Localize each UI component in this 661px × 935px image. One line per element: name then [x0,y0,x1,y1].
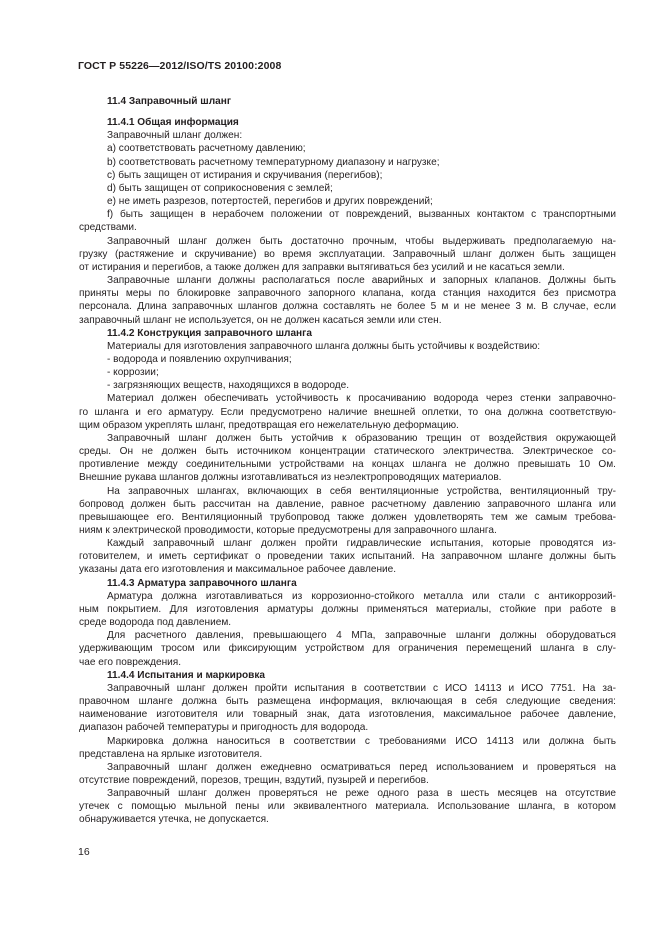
text-line: обнаруживается утечка, не допускается. [79,814,269,826]
subsection-heading: 11.4.2 Конструкция заправочного шланга [107,327,312,339]
text-line: грузку (растяжение и скручивание) во время эксплуатации. Заправочный шланг должен быть защищен [79,248,616,260]
list-item: b) соответствовать расчетному температурному диапазону и нагрузке; [107,156,440,168]
list-item: - коррозии; [107,367,159,379]
text-line: Заправочный шланг должен быть достаточно прочным, чтобы выдерживать предполагаемую на- [107,235,616,247]
text-line: Заправочные шланги должны располагаться после аварийных и запорных клапанов. Должны быть [107,275,616,287]
text-line: щим образом укреплять шланг, предотвращая его нежелательную деформацию. [79,419,459,431]
subsection-heading: 11.4.4 Испытания и маркировка [107,669,266,681]
text-line: На заправочных шлангах, включающих в себя вентиляционные устройства, вентиляционный тру- [107,485,616,497]
subsection-heading: 11.4.1 Общая информация [107,117,239,129]
text-line: Для расчетного давления, превышающего 4 МПа, заправочные шланги должны оборудоваться [107,630,616,642]
text-line: Заправочный шланг должен проверяться не реже одного раза в шесть месяцев на отсутствие [107,788,616,800]
text-line: Заправочный шланг должен пройти испытания в соответствии с ИСО 14113 и ИСО 7751. На за- [107,682,616,694]
text-line: заправочный шланг не используется, он не должен касаться земли или стен. [79,314,442,326]
document-header: ГОСТ Р 55226—2012/ISO/TS 20100:2008 [78,60,282,72]
text-line: среде водорода под давлением. [79,617,232,629]
text-line: ниям к электрической проводимости, которые предусмотрены для заправочного шланга. [79,525,497,536]
text-line: диапазон рабочей температуры и пригодность для водорода. [79,722,369,734]
text-line: среды. Он не должен быть источником концентрации статического электричества. Электрическое со- [79,446,616,458]
text-line: утечек с помощью мыльной пены или эквивалентного материала. Использование шланга, в котором [79,801,616,813]
section-heading: 11.4 Заправочный шланг [107,96,232,107]
text-line: бопровод должен быть рассчитан на давление, равное расчетному давлению заправочного шланга или [79,498,616,510]
list-item: - загрязняющих веществ, находящихся в водороде. [107,380,350,392]
text-line: средствами. [79,222,137,234]
text-line: Заправочный шланг должен быть устойчив к образованию трещин от воздействия окружающей [107,432,616,444]
text-line: противление между соединительными устройствами на концах шланга не должно превышать 10 Ом. [79,459,616,471]
text-line: ным покрытием. Для изготовления арматуры должны применяться материалы, стойкие при работе в [79,603,616,615]
text-line: Заправочный шланг должен ежедневно осматриваться перед использованием и проверяться на [107,761,616,773]
text-line: Заправочный шланг должен: [107,130,243,142]
text-line: Материалы для изготовления заправочного шланга должны быть устойчивы к воздействию: [107,340,541,352]
text-line: приняты меры по блокировке заправочного запорного клапана, когда станция находится без присмотра [79,288,616,300]
text-line: персонала. Длина заправочных шлангов должна составлять не более 5 м и не менее 3 м. В случае, если [79,301,616,313]
text-line: от истирания и перегибов, а также должен для заправки вытягиваться без усилий и не касаться земли. [79,261,565,273]
list-item: a) соответствовать расчетному давлению; [107,143,306,155]
list-item: c) быть защищен от истирания и скручивания (перегибов); [107,169,383,181]
list-item: f) быть защищен в нерабочем положении от повреждений, вызванных контактом с транспортными [107,209,616,221]
list-item: d) быть защищен от соприкосновения с землей; [107,182,333,194]
text-line: Материал должен обеспечивать устойчивость к просачиванию водорода через стенки заправочно- [107,393,616,405]
text-line: Маркировка должна наноситься в соответствии с требованиями ИСО 14113 или должна быть [107,735,616,747]
subsection-heading: 11.4.3 Арматура заправочного шланга [107,577,297,589]
text-line: удерживающим тросом или фиксирующим устройством для ограничения перемещений шланга в слу- [79,643,616,655]
document-body [79,95,616,827]
text-line: Каждый заправочный шланг должен пройти гидравлические испытания, которые проводятся из- [107,538,616,550]
text-line: готовителем, и иметь сертификат о проведении таких испытаний. На заправочном шланге должны быть [79,551,616,563]
text-line: Арматура должна изготавливаться из коррозионно-стойкого металла или стали с антикоррозий- [107,590,616,602]
text-line: отсутствие повреждений, порезов, трещин, вздутий, пузырей и перегибов. [79,774,429,786]
text-line: превышающее его. Вентиляционный трубопровод также должен удовлетворять тем же самым требова- [79,511,616,523]
text-line: Внешние рукава шлангов должны изготавливаться из неэлектропроводящих материалов. [79,472,502,484]
text-line: чае его повреждения. [79,656,182,668]
text-line: указаны дата его изготовления и максимальное рабочее давление. [79,564,397,576]
list-item: e) не иметь разрезов, потертостей, перегибов и других повреждений; [107,196,433,208]
text-line: го шланга и его арматуру. Если предусмотрено наличие внешней оплетки, то она должна соответствую- [79,406,616,418]
list-item: - водорода и появлению охрупчивания; [107,353,292,365]
text-line: правочном шланге должна быть размещена информация, включающая в себя следующие сведения: [79,696,616,708]
page-number: 16 [78,846,90,858]
text-line: представлена на ярлыке изготовителя. [79,748,263,760]
text-line: наименование изготовителя или товарный знак, дата изготовления, максимальное рабочее давление, [79,709,616,721]
